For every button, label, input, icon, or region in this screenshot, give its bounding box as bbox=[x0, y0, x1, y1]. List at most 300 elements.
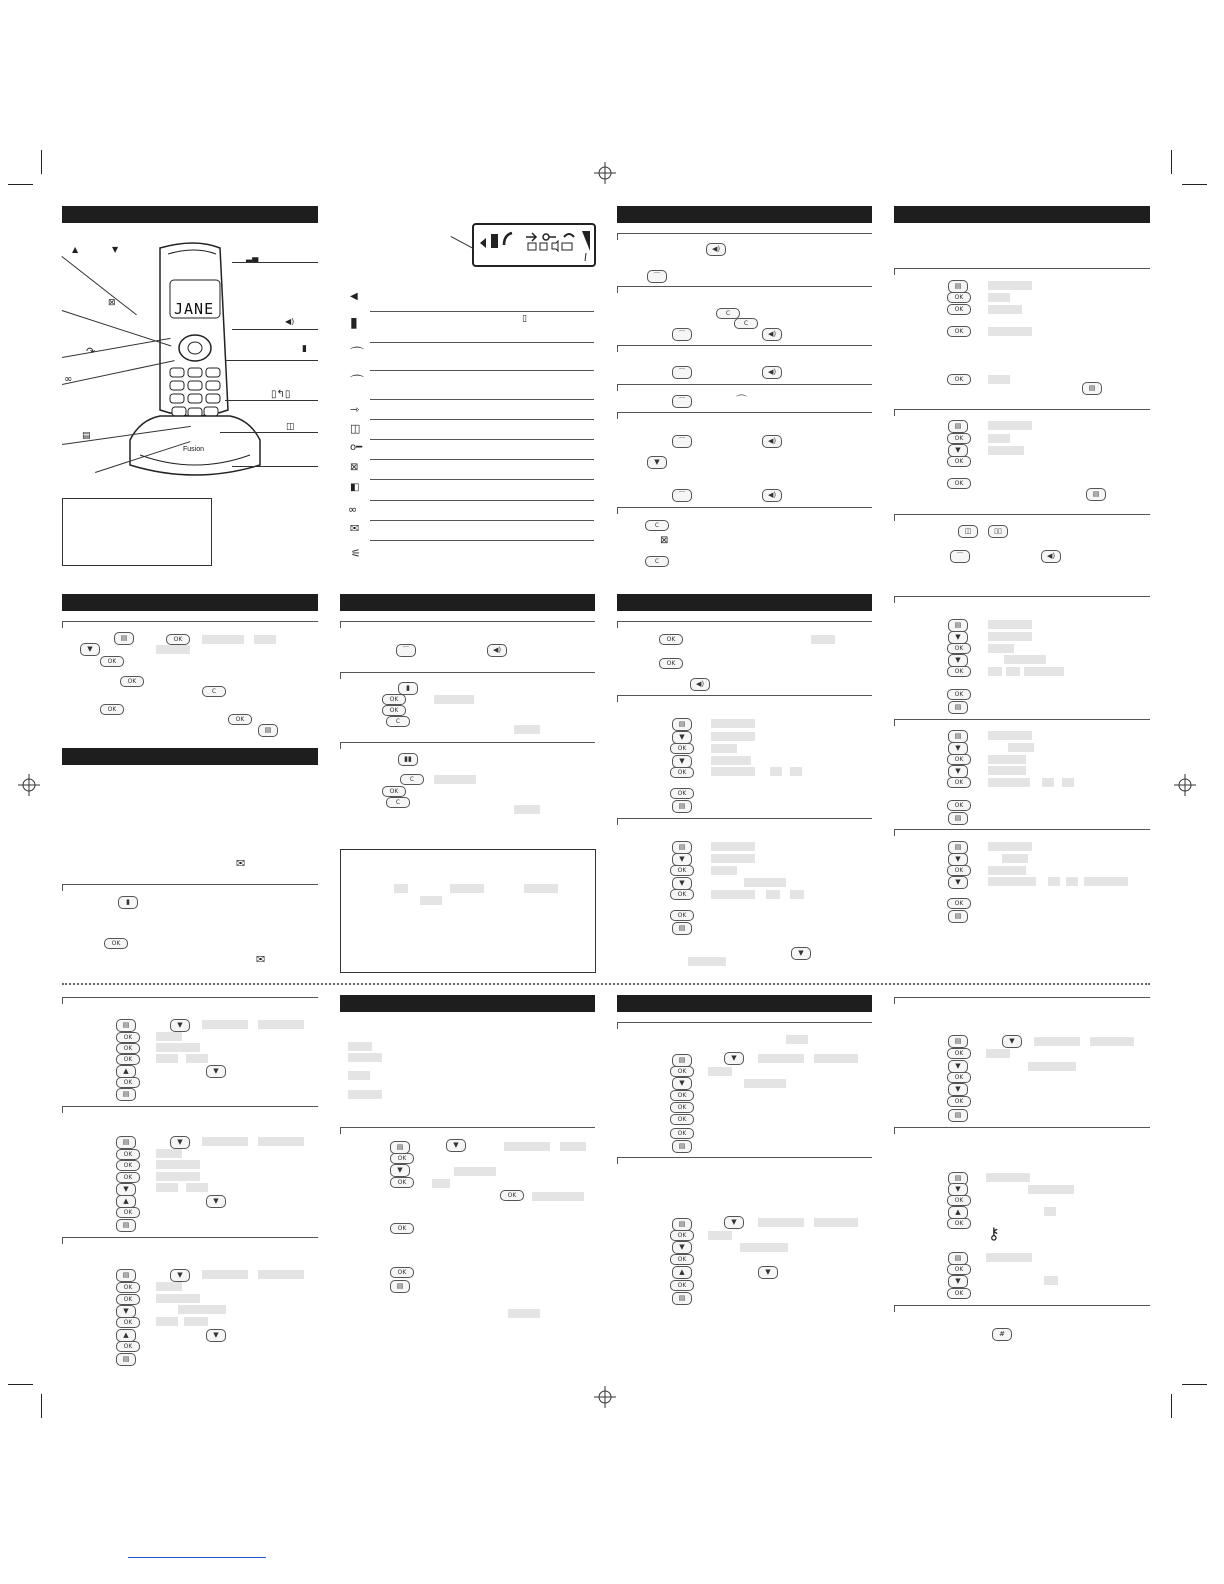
up-arrow-icon: ▲ bbox=[72, 245, 79, 254]
intercom-button-icon[interactable]: ▮ bbox=[398, 682, 418, 695]
speaker-button-icon[interactable]: ◀) bbox=[762, 489, 782, 502]
ok-button-icon[interactable]: OK bbox=[947, 1264, 971, 1275]
ok-button-icon[interactable]: OK bbox=[116, 1043, 140, 1054]
menu-button-icon[interactable]: ▤ bbox=[672, 1140, 692, 1153]
down-button-icon[interactable]: ▼ bbox=[791, 947, 811, 960]
rule-tick bbox=[617, 412, 618, 419]
display-text-placeholder bbox=[988, 644, 1014, 653]
menu-button-icon[interactable]: ▤ bbox=[948, 1109, 968, 1122]
crop-mark bbox=[1182, 184, 1207, 185]
menu-button-icon[interactable]: ▤ bbox=[1082, 382, 1102, 395]
ok-button-icon[interactable]: OK bbox=[116, 1317, 140, 1328]
ok-button-icon[interactable]: OK bbox=[228, 714, 252, 725]
ok-button-icon[interactable]: OK bbox=[947, 777, 971, 788]
ok-button-icon[interactable]: OK bbox=[670, 1230, 694, 1241]
ok-button-icon[interactable]: OK bbox=[116, 1054, 140, 1065]
up-button-icon[interactable]: ▲ bbox=[948, 1206, 968, 1219]
down-button-icon[interactable]: ▼ bbox=[116, 1305, 136, 1318]
rule-tick bbox=[340, 742, 341, 749]
display-text-placeholder bbox=[156, 1294, 200, 1303]
menu-button-icon[interactable]: ▤ bbox=[948, 1252, 968, 1265]
ok-button-icon[interactable]: OK bbox=[116, 1282, 140, 1293]
legend-rule bbox=[370, 399, 594, 400]
menu-button-icon[interactable]: ▤ bbox=[258, 724, 278, 737]
menu-button-icon[interactable]: ▤ bbox=[672, 718, 692, 731]
display-text-placeholder bbox=[1006, 667, 1020, 676]
ok-button-icon[interactable]: OK bbox=[116, 1149, 140, 1160]
display-text-placeholder bbox=[432, 1179, 450, 1188]
book-button-icon[interactable]: ▯▯ bbox=[988, 525, 1008, 538]
fold-line bbox=[62, 983, 1150, 985]
ok-button-icon[interactable]: OK bbox=[500, 1190, 524, 1201]
ok-button-icon[interactable]: OK bbox=[947, 1072, 971, 1083]
down-button-icon[interactable]: ▼ bbox=[1002, 1035, 1022, 1048]
display-text-placeholder bbox=[786, 1035, 808, 1044]
ok-button-icon[interactable]: OK bbox=[116, 1294, 140, 1305]
legend-rule bbox=[370, 342, 594, 343]
rule-tick bbox=[617, 818, 618, 825]
key-icon: ⚷ bbox=[988, 1224, 1000, 1243]
rule-tick bbox=[894, 1305, 895, 1312]
ok-button-icon[interactable]: OK bbox=[947, 1288, 971, 1299]
display-text-placeholder bbox=[790, 767, 802, 776]
display-text-placeholder bbox=[156, 645, 190, 654]
ok-button-icon[interactable]: OK bbox=[670, 910, 694, 921]
ok-button-icon[interactable]: OK bbox=[116, 1341, 140, 1352]
rule-tick bbox=[617, 384, 618, 391]
ok-button-icon[interactable]: OK bbox=[116, 1032, 140, 1043]
display-text-placeholder bbox=[504, 1142, 550, 1151]
handset-icon: ↷ bbox=[86, 345, 96, 358]
section-header-bar bbox=[62, 748, 318, 765]
down-arrow-icon: ▼ bbox=[112, 245, 119, 254]
ok-button-icon[interactable]: OK bbox=[947, 754, 971, 765]
ok-button-icon[interactable]: OK bbox=[670, 1102, 694, 1113]
ok-button-icon[interactable]: OK bbox=[659, 658, 683, 669]
display-text-placeholder bbox=[814, 1218, 858, 1227]
ok-button-icon[interactable]: OK bbox=[670, 788, 694, 799]
ok-button-icon[interactable]: OK bbox=[947, 326, 971, 337]
arrow-left-icon: ◀ bbox=[350, 291, 358, 302]
down-button-icon[interactable]: ▼ bbox=[758, 1266, 778, 1279]
menu-button-icon[interactable]: ▤ bbox=[672, 1054, 692, 1067]
hash-button-icon[interactable]: # bbox=[992, 1328, 1012, 1341]
rule-tick bbox=[617, 1022, 618, 1029]
menu-button-icon[interactable]: ▤ bbox=[948, 910, 968, 923]
intercom-icon: ▮ bbox=[302, 344, 307, 354]
down-button-icon[interactable]: ▼ bbox=[948, 654, 968, 667]
menu-button-icon[interactable]: ▤ bbox=[116, 1269, 136, 1282]
display-text-placeholder bbox=[1002, 854, 1028, 863]
rule-tick bbox=[340, 621, 341, 628]
menu-button-icon[interactable]: ▤ bbox=[672, 922, 692, 935]
ok-button-icon[interactable]: OK bbox=[116, 1172, 140, 1183]
down-button-icon[interactable]: ▼ bbox=[80, 643, 100, 656]
display-text-placeholder bbox=[1024, 667, 1064, 676]
crop-mark bbox=[1182, 1384, 1207, 1385]
subsection-rule bbox=[894, 829, 1150, 830]
rule-tick bbox=[62, 1237, 63, 1244]
ok-button-icon[interactable]: OK bbox=[382, 694, 406, 705]
down-button-icon[interactable]: ▼ bbox=[948, 876, 968, 889]
ok-button-icon[interactable]: OK bbox=[670, 1066, 694, 1077]
down-button-icon[interactable]: ▼ bbox=[206, 1065, 226, 1078]
crop-mark bbox=[41, 1394, 42, 1418]
display-text-placeholder bbox=[988, 620, 1032, 629]
down-button-icon[interactable]: ▼ bbox=[672, 1241, 692, 1254]
callout-line bbox=[232, 466, 318, 467]
speaker-button-icon[interactable]: ◀) bbox=[690, 678, 710, 691]
down-button-icon[interactable]: ▼ bbox=[390, 1164, 410, 1177]
menu-button-icon[interactable]: ▤ bbox=[948, 812, 968, 825]
lcd-pointer-line bbox=[451, 236, 474, 249]
subsection-rule bbox=[617, 286, 872, 287]
ok-button-icon[interactable]: OK bbox=[947, 433, 971, 444]
section-header-bar bbox=[617, 206, 872, 223]
talk-button-icon[interactable]: ⌒ bbox=[672, 328, 692, 341]
section-header-bar bbox=[340, 594, 595, 611]
clear-button-icon[interactable]: C bbox=[386, 797, 410, 808]
display-text-placeholder bbox=[186, 1054, 208, 1063]
ok-button-icon[interactable]: OK bbox=[947, 898, 971, 909]
speaker-button-icon[interactable]: ◀) bbox=[762, 435, 782, 448]
voicemail-icon: ∞ bbox=[348, 503, 358, 516]
ok-button-icon[interactable]: OK bbox=[947, 292, 971, 303]
menu-button-icon[interactable]: ▤ bbox=[948, 1172, 968, 1185]
down-button-icon[interactable]: ▼ bbox=[948, 1275, 968, 1288]
display-text-placeholder bbox=[156, 1160, 200, 1169]
crop-mark bbox=[8, 1384, 33, 1385]
down-button-icon[interactable]: ▼ bbox=[170, 1269, 190, 1282]
speaker-button-icon[interactable]: ◀) bbox=[706, 243, 726, 256]
menu-button-icon[interactable]: ▤ bbox=[948, 1035, 968, 1048]
menu-button-icon[interactable]: ▤ bbox=[114, 632, 134, 645]
ok-button-icon[interactable]: OK bbox=[116, 1207, 140, 1218]
display-text-placeholder bbox=[1084, 877, 1128, 886]
display-text-placeholder bbox=[1090, 1037, 1134, 1046]
display-text-placeholder bbox=[988, 877, 1036, 886]
ok-button-icon[interactable]: OK bbox=[390, 1153, 414, 1164]
down-button-icon[interactable]: ▼ bbox=[724, 1052, 744, 1065]
display-text-placeholder bbox=[814, 1054, 858, 1063]
menu-button-icon[interactable]: ▤ bbox=[672, 1218, 692, 1231]
display-text-placeholder bbox=[532, 1192, 584, 1201]
speaker-button-icon[interactable]: ◀) bbox=[1041, 550, 1061, 563]
down-button-icon[interactable]: ▼ bbox=[446, 1139, 466, 1152]
ok-button-icon[interactable]: OK bbox=[670, 1280, 694, 1291]
down-button-icon[interactable]: ▼ bbox=[206, 1195, 226, 1208]
ok-button-icon[interactable]: OK bbox=[947, 1195, 971, 1206]
display-text-placeholder bbox=[1042, 778, 1054, 787]
down-button-icon[interactable]: ▼ bbox=[724, 1216, 744, 1229]
display-text-placeholder bbox=[156, 1317, 178, 1326]
display-text-placeholder bbox=[711, 890, 755, 899]
ok-button-icon[interactable]: OK bbox=[947, 643, 971, 654]
rule-tick bbox=[62, 621, 63, 628]
ok-button-icon[interactable]: OK bbox=[947, 689, 971, 700]
up-button-icon[interactable]: ▲ bbox=[116, 1329, 136, 1342]
down-button-icon[interactable]: ▼ bbox=[948, 1060, 968, 1073]
rule-tick bbox=[617, 621, 618, 628]
menu-button-icon[interactable]: ▤ bbox=[116, 1136, 136, 1149]
ok-button-icon[interactable]: OK bbox=[390, 1223, 414, 1234]
rule-tick bbox=[894, 829, 895, 836]
display-text-placeholder bbox=[708, 1231, 732, 1240]
ok-button-icon[interactable]: OK bbox=[947, 1218, 971, 1229]
display-text-placeholder bbox=[348, 1090, 382, 1099]
ok-button-icon[interactable]: OK bbox=[382, 705, 406, 716]
ok-button-icon[interactable]: OK bbox=[120, 676, 144, 687]
display-text-placeholder bbox=[711, 732, 755, 741]
subsection-rule bbox=[617, 384, 872, 385]
up-button-icon[interactable]: ▲ bbox=[672, 1266, 692, 1279]
ok-button-icon[interactable]: OK bbox=[670, 1090, 694, 1101]
subsection-rule bbox=[617, 621, 872, 622]
display-text-placeholder bbox=[156, 1183, 178, 1192]
legend-rule bbox=[370, 370, 594, 371]
menu-button-icon[interactable]: ▤ bbox=[1086, 488, 1106, 501]
clear-button-icon[interactable]: C bbox=[202, 686, 226, 697]
display-text-placeholder bbox=[688, 957, 726, 966]
up-button-icon[interactable]: ▲ bbox=[116, 1065, 136, 1078]
phonebook-icon: ◫ bbox=[350, 422, 361, 435]
talk-button-icon[interactable]: ⌒ bbox=[672, 435, 692, 448]
callout-line bbox=[232, 262, 318, 263]
ok-button-icon[interactable]: OK bbox=[390, 1177, 414, 1188]
battery-low-icon: ▯ bbox=[522, 314, 527, 324]
down-button-icon[interactable]: ▼ bbox=[672, 877, 692, 890]
talk-button-icon[interactable]: ⌒ bbox=[647, 270, 667, 283]
display-text-placeholder bbox=[711, 854, 755, 863]
subsection-rule bbox=[894, 997, 1150, 998]
display-text-placeholder bbox=[560, 1142, 586, 1151]
subsection-rule bbox=[340, 742, 595, 743]
legend-rule bbox=[370, 311, 594, 312]
legend-rule bbox=[370, 439, 594, 440]
down-button-icon[interactable]: ▼ bbox=[206, 1329, 226, 1342]
ok-button-icon[interactable]: OK bbox=[947, 456, 971, 467]
section-header-bar bbox=[617, 594, 872, 611]
down-button-icon[interactable]: ▼ bbox=[672, 1077, 692, 1090]
rule-tick bbox=[617, 286, 618, 293]
ok-button-icon[interactable]: OK bbox=[947, 1048, 971, 1059]
display-text-placeholder bbox=[454, 1167, 496, 1176]
subsection-rule bbox=[894, 719, 1150, 720]
menu-button-icon[interactable]: ▤ bbox=[390, 1280, 410, 1293]
display-text-placeholder bbox=[988, 281, 1032, 290]
down-button-icon[interactable]: ▼ bbox=[948, 853, 968, 866]
ok-button-icon[interactable]: OK bbox=[116, 1160, 140, 1171]
display-text-placeholder bbox=[202, 1020, 248, 1029]
menu-button-icon[interactable]: ▤ bbox=[672, 800, 692, 813]
display-text-placeholder bbox=[202, 1270, 248, 1279]
ok-button-icon[interactable]: OK bbox=[670, 767, 694, 778]
display-text-placeholder bbox=[988, 632, 1032, 641]
footer-link[interactable] bbox=[128, 1557, 266, 1558]
subsection-rule bbox=[340, 1127, 595, 1128]
clear-button-icon[interactable]: C bbox=[645, 556, 669, 567]
ok-button-icon[interactable]: OK bbox=[670, 1254, 694, 1265]
crop-mark bbox=[41, 150, 42, 174]
down-button-icon[interactable]: ▼ bbox=[647, 456, 667, 469]
down-button-icon[interactable]: ▼ bbox=[170, 1019, 190, 1032]
note-box bbox=[340, 849, 596, 973]
display-text-placeholder bbox=[758, 1054, 804, 1063]
ok-button-icon[interactable]: OK bbox=[947, 800, 971, 811]
ok-button-icon[interactable]: OK bbox=[116, 1077, 140, 1088]
down-button-icon[interactable]: ▼ bbox=[672, 853, 692, 866]
display-text-placeholder bbox=[508, 1309, 540, 1318]
display-text-placeholder bbox=[766, 890, 780, 899]
display-text-placeholder bbox=[988, 446, 1024, 455]
ok-button-icon[interactable]: OK bbox=[947, 666, 971, 677]
ok-button-icon[interactable]: OK bbox=[947, 304, 971, 315]
display-text-placeholder bbox=[254, 635, 276, 644]
display-text-placeholder bbox=[988, 731, 1032, 740]
down-button-icon[interactable]: ▼ bbox=[948, 1083, 968, 1096]
menu-button-icon[interactable]: ▤ bbox=[948, 841, 968, 854]
ok-button-icon[interactable]: OK bbox=[382, 786, 406, 797]
ok-button-icon[interactable]: OK bbox=[670, 1114, 694, 1125]
ok-button-icon[interactable]: OK bbox=[390, 1267, 414, 1278]
ok-button-icon[interactable]: OK bbox=[670, 1128, 694, 1139]
menu-button-icon[interactable]: ▤ bbox=[116, 1219, 136, 1232]
display-text-placeholder bbox=[420, 896, 442, 905]
subsection-rule bbox=[62, 997, 318, 998]
display-text-placeholder bbox=[156, 1043, 200, 1052]
menu-button-icon[interactable]: ▤ bbox=[116, 1019, 136, 1032]
up-button-icon[interactable]: ▲ bbox=[116, 1195, 136, 1208]
clear-button-icon[interactable]: C bbox=[734, 318, 758, 329]
lcd-display bbox=[472, 223, 596, 267]
subsection-rule bbox=[617, 233, 872, 234]
menu-button-icon[interactable]: ▤ bbox=[948, 619, 968, 632]
down-button-icon[interactable]: ▼ bbox=[116, 1183, 136, 1196]
menu-button-icon[interactable]: ▤ bbox=[390, 1141, 410, 1154]
display-text-placeholder bbox=[711, 842, 755, 851]
clear-button-icon[interactable]: C bbox=[400, 774, 424, 785]
menu-button-icon[interactable]: ▤ bbox=[672, 1292, 692, 1305]
mute-icon: ⊠ bbox=[350, 462, 359, 473]
talk-button-icon[interactable]: ⌒ bbox=[950, 550, 970, 563]
down-button-icon[interactable]: ▼ bbox=[948, 1183, 968, 1196]
rule-tick bbox=[894, 409, 895, 416]
talk-button-icon[interactable]: ⌒ bbox=[672, 366, 692, 379]
display-text-placeholder bbox=[348, 1053, 382, 1062]
ok-button-icon[interactable]: OK bbox=[104, 938, 128, 949]
display-text-placeholder bbox=[988, 866, 1026, 875]
down-button-icon[interactable]: ▼ bbox=[672, 755, 692, 768]
call-icon: ⌒ bbox=[350, 347, 364, 363]
speaker-button-icon[interactable]: ◀) bbox=[762, 366, 782, 379]
rule-tick bbox=[340, 672, 341, 679]
menu-button-icon[interactable]: ▤ bbox=[116, 1353, 136, 1366]
ok-button-icon[interactable]: OK bbox=[659, 634, 683, 645]
ok-button-icon[interactable]: OK bbox=[166, 634, 190, 645]
divert-icon: ⇾ bbox=[350, 403, 360, 416]
speaker-button-icon[interactable]: ◀) bbox=[487, 644, 507, 657]
display-text-placeholder bbox=[514, 725, 540, 734]
intercom-button-icon[interactable]: ▮▮ bbox=[398, 753, 418, 766]
down-button-icon[interactable]: ▼ bbox=[948, 631, 968, 644]
clear-button-icon[interactable]: C bbox=[645, 520, 669, 531]
ok-button-icon[interactable]: OK bbox=[947, 1096, 971, 1107]
display-text-placeholder bbox=[1008, 743, 1034, 752]
subsection-rule bbox=[617, 412, 872, 413]
speaker-button-icon[interactable]: ◀) bbox=[762, 328, 782, 341]
display-text-placeholder bbox=[156, 1149, 182, 1158]
display-text-placeholder bbox=[988, 842, 1032, 851]
menu-button-icon[interactable]: ▤ bbox=[948, 730, 968, 743]
phonebook-button-icon[interactable]: ◫ bbox=[958, 525, 978, 538]
subsection-rule bbox=[62, 1237, 318, 1238]
menu-button-icon[interactable]: ▤ bbox=[672, 841, 692, 854]
intercom-button-icon[interactable]: ▮ bbox=[118, 896, 138, 909]
call-flash-icon: ⌒ bbox=[350, 375, 364, 391]
speaker-icon: ◧ bbox=[350, 482, 360, 493]
display-text-placeholder bbox=[1044, 1276, 1058, 1285]
rule-tick bbox=[617, 233, 618, 240]
clear-button-icon[interactable]: C bbox=[386, 716, 410, 727]
ok-button-icon[interactable]: OK bbox=[100, 656, 124, 667]
down-button-icon[interactable]: ▼ bbox=[672, 731, 692, 744]
down-button-icon[interactable]: ▼ bbox=[170, 1136, 190, 1149]
ok-button-icon[interactable]: OK bbox=[947, 478, 971, 489]
ok-button-icon[interactable]: OK bbox=[947, 374, 971, 385]
display-text-placeholder bbox=[186, 1183, 208, 1192]
menu-button-icon[interactable]: ▤ bbox=[948, 280, 968, 293]
display-text-placeholder bbox=[1044, 1207, 1056, 1216]
down-button-icon[interactable]: ▼ bbox=[948, 444, 968, 457]
down-button-icon[interactable]: ▼ bbox=[948, 742, 968, 755]
rule-tick bbox=[62, 884, 63, 891]
ok-button-icon[interactable]: OK bbox=[670, 743, 694, 754]
subsection-rule bbox=[62, 884, 318, 885]
display-text-placeholder bbox=[514, 805, 540, 814]
ok-button-icon[interactable]: OK bbox=[947, 865, 971, 876]
rule-tick bbox=[894, 268, 895, 275]
display-text-placeholder bbox=[258, 1020, 304, 1029]
subsection-rule bbox=[617, 1022, 872, 1023]
speaker-icon: ◀) bbox=[285, 317, 295, 326]
ok-button-icon[interactable]: OK bbox=[100, 704, 124, 715]
menu-button-icon[interactable]: ▤ bbox=[116, 1088, 136, 1101]
menu-button-icon[interactable]: ▤ bbox=[948, 701, 968, 714]
display-text-placeholder bbox=[744, 878, 786, 887]
display-text-placeholder bbox=[156, 1032, 182, 1041]
mute-icon: ⊠ bbox=[108, 298, 116, 308]
menu-button-icon[interactable]: ▤ bbox=[948, 420, 968, 433]
signal-strength-icon: ⚟ bbox=[351, 547, 361, 560]
callout-line bbox=[220, 432, 318, 433]
section-header-bar bbox=[62, 594, 318, 611]
envelope-icon: ✉ bbox=[350, 522, 360, 535]
ok-button-icon[interactable]: OK bbox=[670, 865, 694, 876]
display-text-placeholder bbox=[988, 755, 1026, 764]
talk-button-icon[interactable]: ⌒ bbox=[672, 395, 692, 408]
talk-button-icon[interactable]: ⌒ bbox=[672, 489, 692, 502]
talk-button-icon[interactable]: ⌒ bbox=[396, 644, 416, 657]
rule-tick bbox=[617, 1157, 618, 1164]
down-button-icon[interactable]: ▼ bbox=[948, 765, 968, 778]
display-text-placeholder bbox=[1028, 1185, 1074, 1194]
rule-tick bbox=[617, 345, 618, 352]
envelope-icon: ✉ bbox=[256, 953, 266, 966]
clear-button-icon[interactable]: C bbox=[716, 308, 740, 319]
subsection-rule bbox=[894, 268, 1150, 269]
menu-icon: ▤ bbox=[82, 431, 91, 441]
ok-button-icon[interactable]: OK bbox=[670, 889, 694, 900]
